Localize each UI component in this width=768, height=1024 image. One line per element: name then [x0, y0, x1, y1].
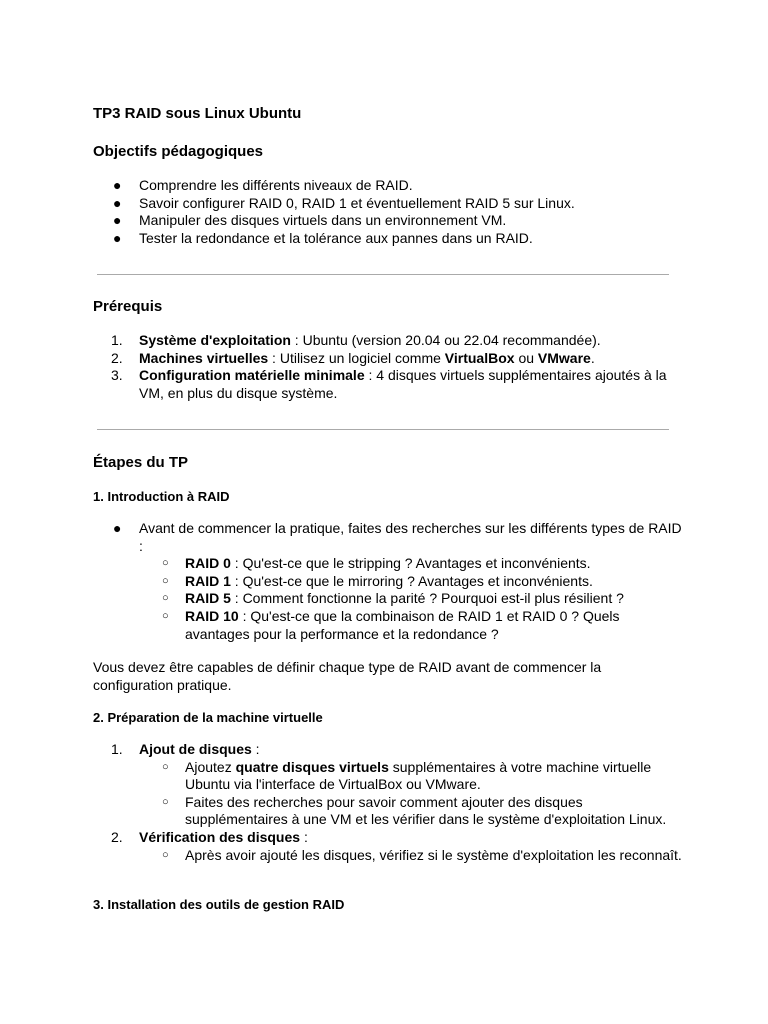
list-item: ○ RAID 0 : Qu'est-ce que le stripping ? Avantages et inconvénients.	[162, 555, 591, 572]
bullet-marker: ●	[113, 520, 122, 536]
circle-marker: ○	[162, 795, 169, 808]
objectifs-list	[93, 177, 693, 247]
circle-marker: ○	[162, 574, 169, 587]
list-item: ○ Ajoutez quatre disques virtuels supplémentaires à votre machine virtuelle Ubuntu via l'interface de VirtualBox ou VMware.	[162, 758, 652, 793]
list-item: ○ RAID 5 : Comment fonctionne la parité ? Pourquoi est-il plus résilient ?	[162, 590, 624, 607]
list-item: 2. Machines virtuelles : Utilisez un logiciel comme VirtualBox ou VMware.	[111, 349, 595, 366]
list-item: ○ RAID 1 : Qu'est-ce que le mirroring ? Avantages et inconvénients.	[162, 572, 593, 589]
list-item: ● Avant de commencer la pratique, faites des recherches sur les différents types de RAID : ○ RAID 0 : Qu'est-ce que le stripping ? Avantages et inconvénients. ○ RAID 1 : Qu'est-ce que le mirroring ? Avantages et inconvénients. ○ RAID 5 : Comment fonctionne la parité ? Pourquoi est-il plus résilient ? ○ RAID 10 : Qu'est-ce que la combinaison de RAID 1 et RAID 0 ? Quels avantages pour la performance et la redondance ?	[113, 520, 682, 642]
objectifs-heading: Objectifs pédagogiques	[93, 143, 264, 160]
etapes-heading: Étapes du TP	[93, 454, 189, 471]
list-item: 3. Configuration matérielle minimale : 4 disques virtuels supplémentaires ajoutés à la VM, en plus du disque système.	[111, 367, 667, 401]
circle-marker: ○	[162, 609, 169, 622]
list-item: ● Tester la redondance et la tolérance aux pannes dans un RAID.	[113, 229, 533, 246]
list-item: ○ RAID 10 : Qu'est-ce que la combinaison de RAID 1 et RAID 0 ? Quels avantages pour la performance et la redondance ?	[162, 607, 620, 642]
raid-types-list	[139, 555, 683, 643]
bullet-marker: ●	[113, 194, 122, 211]
circle-marker: ○	[162, 592, 169, 605]
prerequis-list	[93, 332, 683, 402]
list-item: 1. Système d'exploitation : Ubuntu (version 20.04 ou 22.04 recommandée).	[111, 332, 601, 348]
list-item: ● Manipuler des disques virtuels dans un environnement VM.	[113, 212, 507, 229]
circle-marker: ○	[162, 557, 169, 570]
horizontal-rule-2	[97, 429, 669, 430]
list-item: ● Comprendre les différents niveaux de RAID.	[113, 177, 413, 193]
bullet-marker: ●	[113, 212, 122, 229]
section1-list	[93, 520, 683, 643]
sublist	[139, 759, 683, 829]
circle-marker: ○	[162, 848, 169, 861]
list-item: ○ Après avoir ajouté les disques, vérifiez si le système d'exploitation les reconnaît.	[162, 846, 682, 863]
list-item: ● Savoir configurer RAID 0, RAID 1 et éventuellement RAID 5 sur Linux.	[113, 194, 575, 211]
horizontal-rule-1	[97, 274, 669, 275]
section2-heading: 2. Préparation de la machine virtuelle	[93, 710, 323, 725]
sublist	[139, 847, 683, 865]
prerequis-heading: Prérequis	[93, 298, 163, 315]
list-item: 1. Ajout de disques : ○ Ajoutez quatre disques virtuels supplémentaires à votre machine virtuelle Ubuntu via l'interface de VirtualBox ou VMware. ○ Faites des recherches pour savoir comment ajouter des disques supplémentaires à une VM et les vérifier dans le système d'exploitation Linux.	[93, 741, 683, 829]
list-item: ○ Faites des recherches pour savoir comment ajouter des disques supplémentaires à une VM et les vérifier dans le système d'exploitation Linux.	[162, 793, 667, 828]
section3-heading: 3. Installation des outils de gestion RAID	[93, 897, 345, 912]
bullet-marker: ●	[113, 177, 122, 193]
document-title: TP3 RAID sous Linux Ubuntu	[93, 105, 302, 122]
section2-list	[93, 741, 683, 864]
circle-marker: ○	[162, 760, 169, 773]
bullet-marker: ●	[113, 229, 122, 246]
section1-heading: 1. Introduction à RAID	[93, 489, 230, 504]
list-item: 2. Vérification des disques : ○ Après avoir ajouté les disques, vérifiez si le système d'exploitation les reconnaît.	[111, 828, 682, 863]
section1-paragraph: Vous devez être capables de définir chaque type de RAID avant de commencer la configuration pratique.	[93, 659, 602, 693]
